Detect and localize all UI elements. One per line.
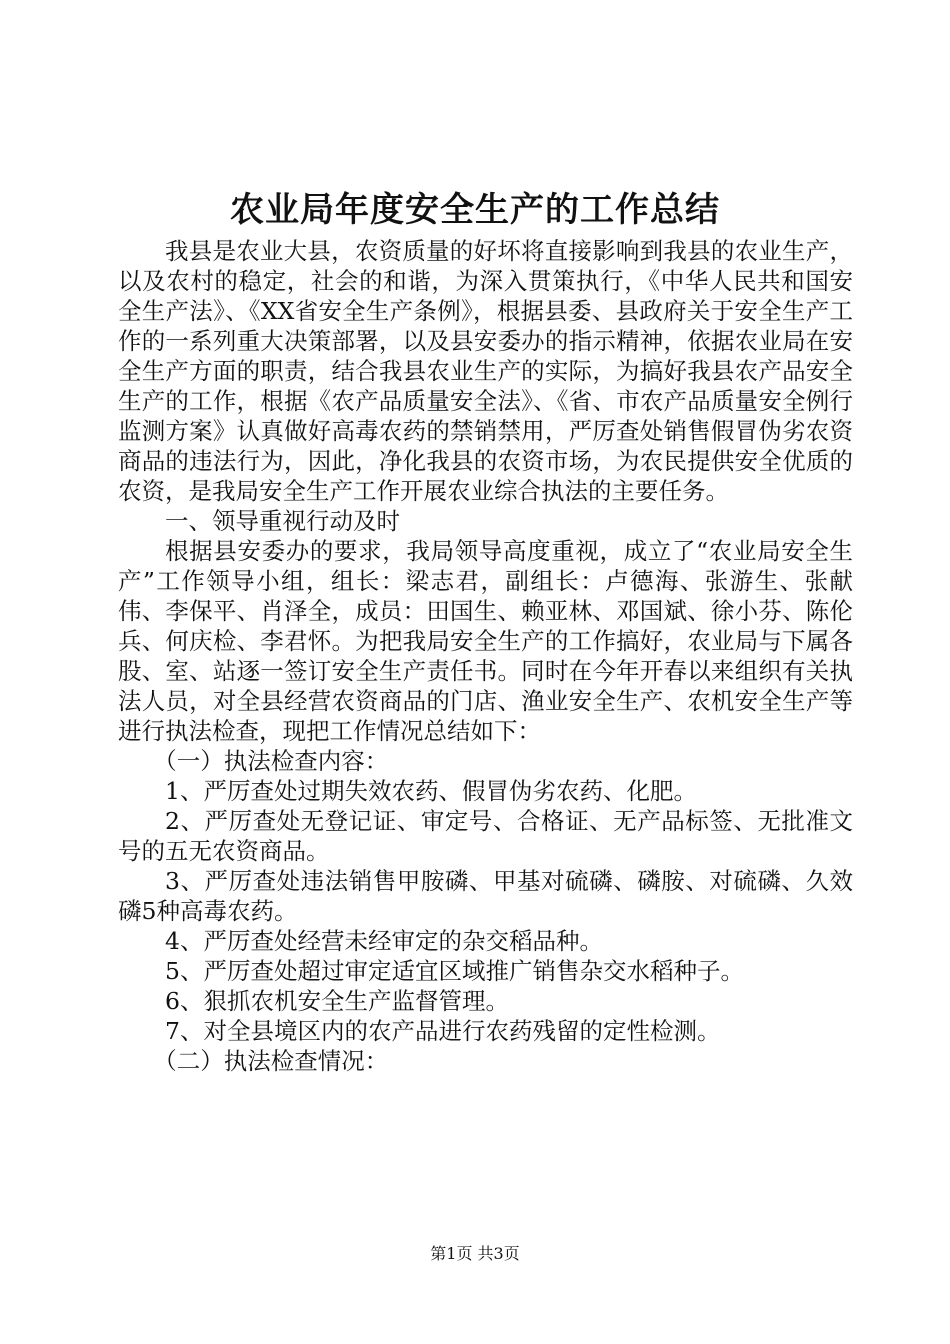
document-title: 农业局年度安全生产的工作总结 [230, 190, 720, 230]
paragraph-intro: 我县是农业大县，农资质量的好坏将直接影响到我县的农业生产，以及农村的稳定，社会的和谐，为深入贯策执行，《中华人民共和国安全生产法》、《XX省安全生产条例》，根据县委、县政府关于安全生产工作的一系列重大决策部署，以及县安委办的指示精神，依据农业局在安全生产方面的职责，结合我县农业生产的实际，为搞好我县农产品安全生产的工作，根据《农产品质量安全法》、《省、市农产品质量安全例行监测方案》认真做好高毒农药的禁销禁用，严厉查处销售假冒伪劣农资商品的违法行为，因此，净化我县的农资市场，为农民提供安全优质的农资，是我局安全生产工作开展农业综合执法的主要任务。 [118, 237, 853, 505]
paragraph-leadership: 根据县安委办的要求，我局领导高度重视，成立了“农业局安全生产”工作领导小组，组长：梁志君，副组长：卢德海、张游生、张献伟、李保平、肖泽全，成员：田国生、赖亚林、邓国斌、徐小芬、陈伦兵、何庆检、李君怀。为把我局安全生产的工作搞好，农业局与下属各股、室、站逐一签订安全生产责任书。同时在今年开春以来组织有关执法人员，对全县经营农资商品的门店、渔业安全生产、农机安全生产等进行执法检查，现把工作情况总结如下： [118, 537, 853, 745]
list-item: 4、严厉查处经营未经审定的杂交稻品种。 [165, 927, 603, 955]
list-item: 2、严厉查处无登记证、审定号、合格证、无产品标签、无批准文号的五无农资商品。 [118, 807, 853, 865]
list-item: 1、严厉查处过期失效农药、假冒伪劣农药、化肥。 [165, 777, 697, 805]
subsection-heading-2: （二）执法检查情况： [153, 1047, 389, 1075]
list-item: 6、狠抓农机安全生产监督管理。 [165, 987, 509, 1015]
document-body [118, 236, 853, 1076]
subsection-heading-1: （一）执法检查内容： [153, 747, 389, 775]
page-footer: 第1页 共3页 [430, 1244, 520, 1263]
list-item: 7、对全县境区内的农产品进行农药残留的定性检测。 [165, 1017, 721, 1045]
list-item: 3、严厉查处违法销售甲胺磷、甲基对硫磷、磷胺、对硫磷、久效磷5种高毒农药。 [118, 867, 853, 925]
list-item: 5、严厉查处超过审定适宜区域推广销售杂交水稻种子。 [165, 957, 744, 985]
section-heading-1: 一、领导重视行动及时 [165, 507, 400, 535]
